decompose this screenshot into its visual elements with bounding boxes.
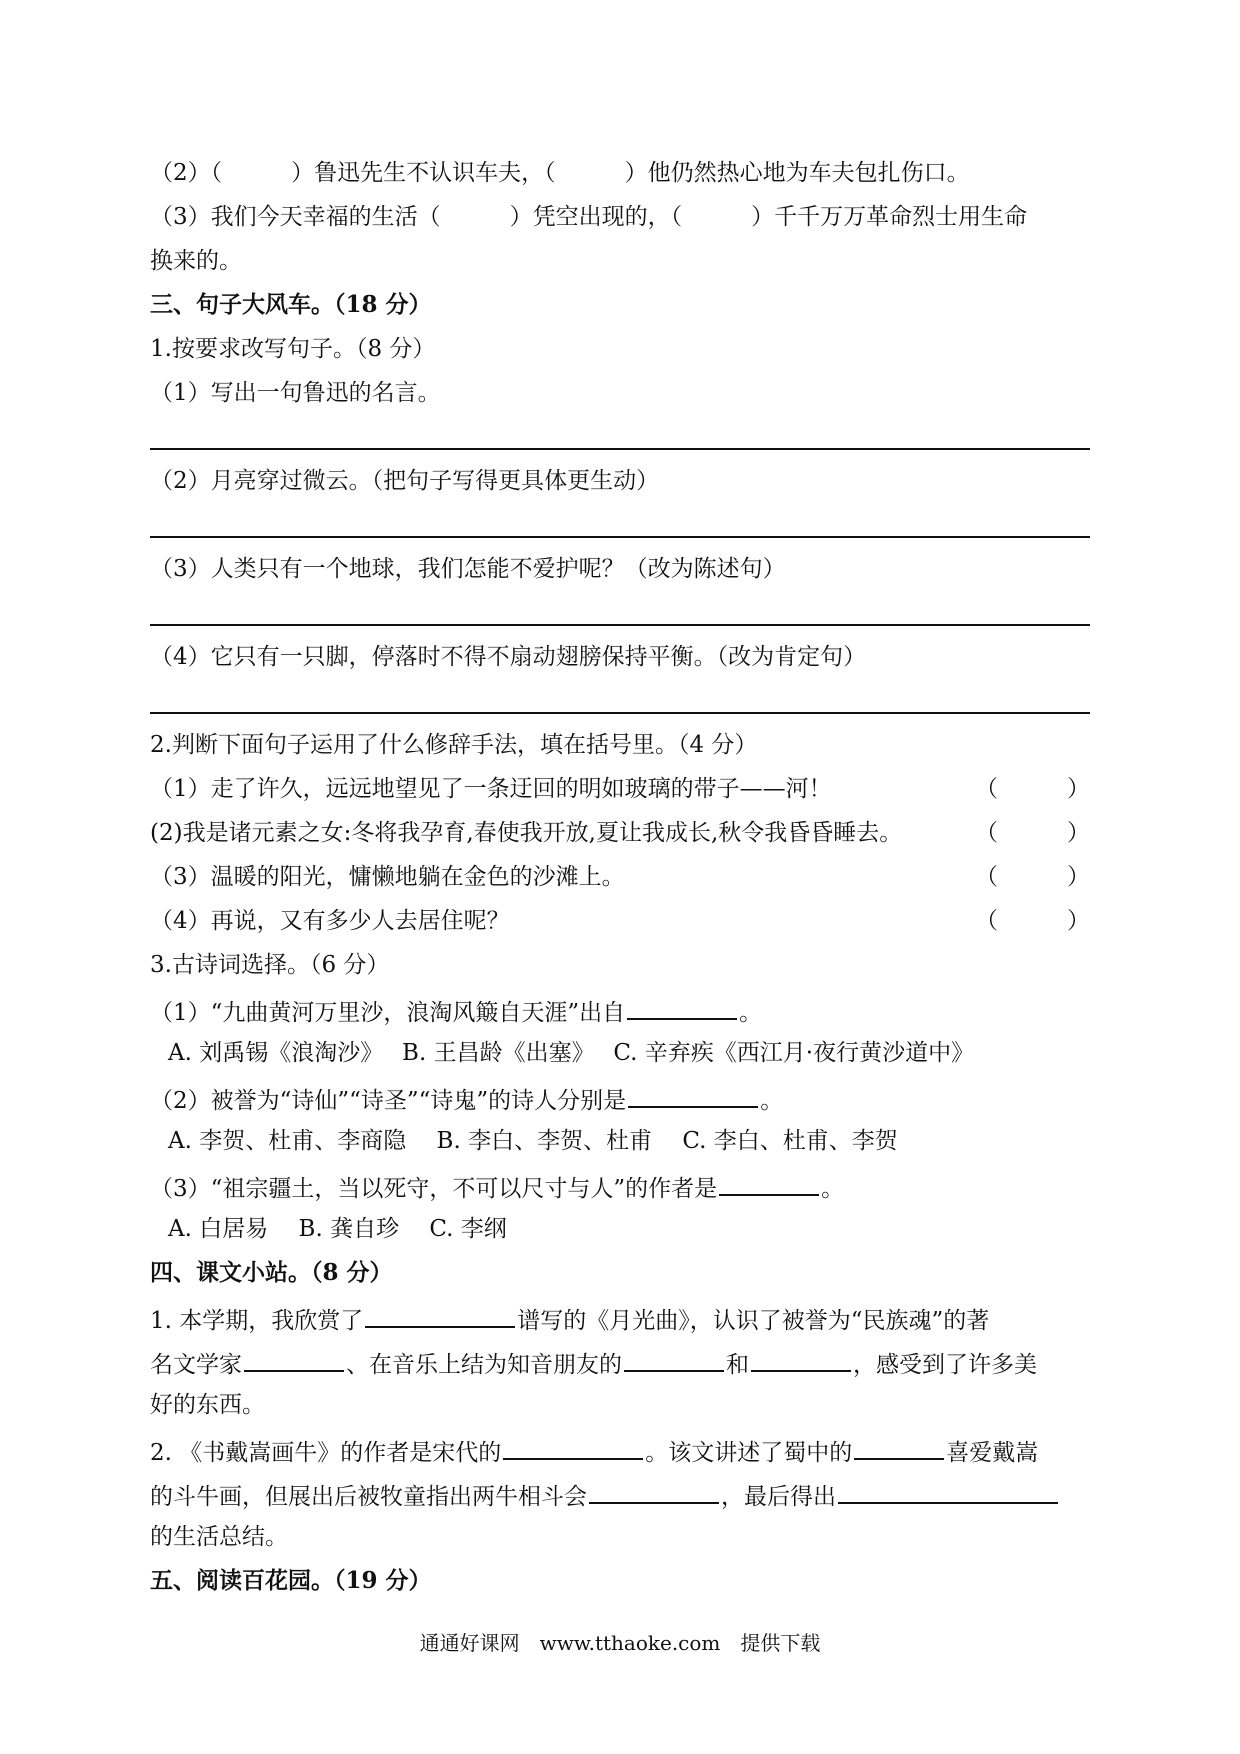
answer-paren-3[interactable]: （ ） [975,864,1090,890]
s3-p3-q3 [150,1170,1090,1204]
s3-p2-item1-text: （1）走了许久，远远地望见了一条迂回的明如玻璃的带子——河！ [150,776,832,802]
s4-text: 和 [726,1352,749,1378]
s4-text: 1. 本学期，我欣赏了 [150,1308,364,1334]
s4-text: ，最后得出 [721,1484,836,1510]
s3-p3-q2-text: （2）被誉为“诗仙”“诗圣”“诗鬼”的诗人分别是 [150,1088,627,1114]
s3-p3-q1-text: （1）“九曲黄河万里沙，浪淘风簸自天涯”出自 [150,1000,626,1026]
s3-p1-item3: （3）人类只有一个地球，我们怎能不爱护呢？（改为陈述句） [150,556,786,582]
s3-p3-q2 [150,1082,1090,1116]
s3-p1-item4: （4）它只有一只脚，停落时不得不扇动翅膀保持平衡。（改为肯定句） [150,644,867,670]
answer-blank[interactable] [627,994,737,1020]
s3-part3-heading: 3.古诗词选择。（6 分） [150,952,390,978]
answer-blank[interactable] [838,1478,1058,1504]
s4-text: 的斗牛画，但展出后被牧童指出两牛相斗会 [150,1484,587,1510]
s4-text: 、在音乐上结为知音朋友的 [346,1352,622,1378]
s3-p2-item2-text: (2)我是诸元素之女:冬将我孕育,春使我开放,夏让我成长,秋令我昏昏睡去。 [150,820,903,846]
s3-part1-heading: 1.按要求改写句子。（8 分） [150,336,436,362]
answer-blank[interactable] [365,1302,515,1328]
s3-part2-heading: 2.判断下面句子运用了什么修辞手法，填在括号里。（4 分） [150,732,758,758]
answer-blank[interactable] [628,1082,758,1108]
answer-paren-4[interactable]: （ ） [975,908,1090,934]
s4-q1-line2 [150,1346,1090,1380]
section-4-title: 四、课文小站。（8 分） [150,1259,393,1286]
answer-line-2[interactable] [150,536,1090,538]
s4-q2-line1 [150,1434,1090,1468]
s3-p2-item3-text: （3）温暖的阳光，慵懒地躺在金色的沙滩上。 [150,864,625,890]
answer-paren-2[interactable]: （ ） [975,820,1090,846]
answer-paren-1[interactable]: （ ） [975,776,1090,802]
s2-q2: （2）（ ）鲁迅先生不认识车夫，（ ）他仍然热心地为车夫包扎伤口。 [150,160,970,186]
s3-p2-item3 [150,862,1090,892]
period: 。 [739,1000,763,1026]
s4-q2-line3: 的生活总结。 [150,1524,288,1550]
s2-q3-line1: （3）我们今天幸福的生活（ ）凭空出现的，（ ）千千万万革命烈士用生命 [150,204,1028,230]
s3-p3-q1 [150,994,1090,1028]
answer-line-4[interactable] [150,712,1090,714]
period: 。 [821,1176,845,1202]
answer-blank[interactable] [854,1434,944,1460]
period: 。 [760,1088,784,1114]
s3-p3-q3-text: （3）“祖宗疆土，当以死守，不可以尺寸与人”的作者是 [150,1176,718,1202]
answer-line-1[interactable] [150,448,1090,450]
s2-q3-line2: 换来的。 [150,248,242,274]
answer-blank[interactable] [624,1346,724,1372]
s3-p1-item2: （2）月亮穿过微云。（把句子写得更具体更生动） [150,468,660,494]
s4-text: 喜爱戴嵩 [946,1440,1039,1466]
s3-p2-item2 [150,818,1090,848]
s4-text: 谱写的《月光曲》，认识了被誉为“民族魂”的著 [517,1308,990,1334]
s4-q1-line1 [150,1302,1090,1336]
s4-q1-line3: 好的东西。 [150,1392,265,1418]
s3-p3-q1-options: A. 刘禹锡《浪淘沙》 B. 王昌龄《出塞》 C. 辛弃疾《西江月·夜行黄沙道中》 [168,1040,975,1066]
s3-p2-item4-text: （4）再说，又有多少人去居住呢？ [150,908,510,934]
s4-text: 名文学家 [150,1352,242,1378]
s3-p1-item1: （1）写出一句鲁迅的名言。 [150,380,441,406]
s4-q2-line2 [150,1478,1090,1512]
answer-blank[interactable] [751,1346,851,1372]
s4-text: 2. 《书戴嵩画牛》的作者是宋代的 [150,1440,502,1466]
section-3-title: 三、句子大风车。（18 分） [150,291,432,318]
page-footer: 通通好课网 www.tthaoke.com 提供下载 [419,1631,821,1655]
s3-p3-q3-options: A. 白居易 B. 龚自珍 C. 李纲 [168,1216,507,1242]
answer-blank[interactable] [244,1346,344,1372]
answer-blank[interactable] [503,1434,643,1460]
s3-p2-item4 [150,906,1090,936]
s3-p3-q2-options: A. 李贺、杜甫、李商隐 B. 李白、李贺、杜甫 C. 李白、杜甫、李贺 [168,1128,898,1154]
s4-text: 。该文讲述了蜀中的 [645,1440,853,1466]
s3-p2-item1 [150,774,1090,804]
s4-text: ，感受到了许多美 [853,1352,1037,1378]
section-5-title: 五、阅读百花园。（19 分） [150,1567,432,1594]
answer-blank[interactable] [589,1478,719,1504]
answer-blank[interactable] [719,1170,819,1196]
answer-line-3[interactable] [150,624,1090,626]
